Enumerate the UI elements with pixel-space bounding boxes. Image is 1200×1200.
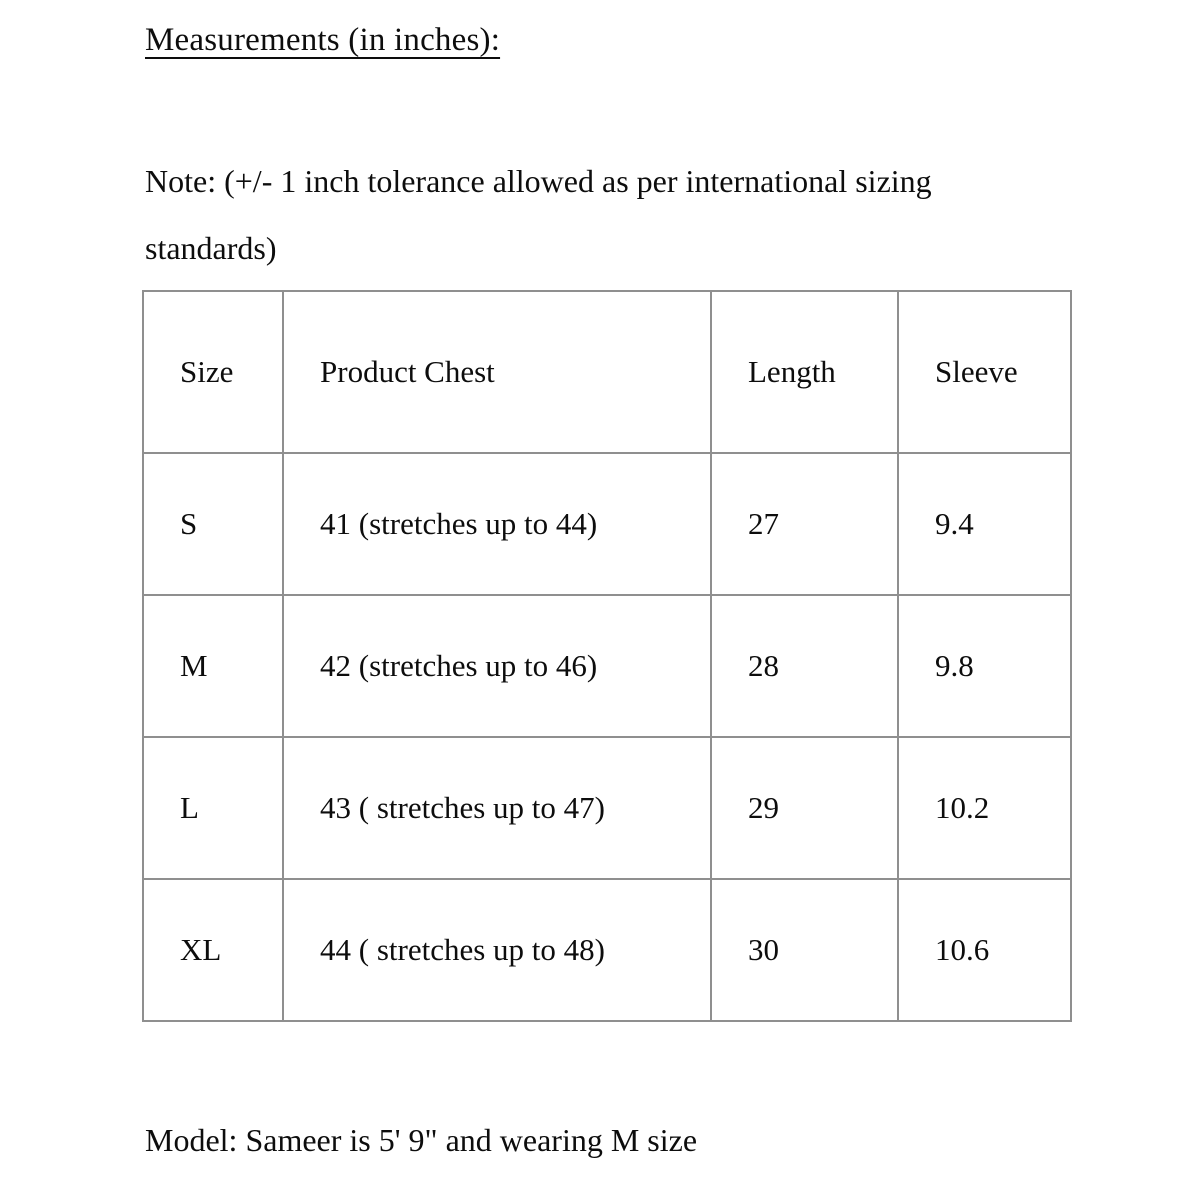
- table-row-l: [143, 737, 1071, 879]
- cell-length: 28: [711, 595, 898, 737]
- cell-product-chest: 43 ( stretches up to 47): [283, 737, 711, 879]
- col-header-length: Length: [711, 291, 898, 453]
- cell-size: XL: [143, 879, 283, 1021]
- measurements-table: [142, 290, 1072, 1022]
- cell-sleeve: 10.2: [898, 737, 1071, 879]
- col-header-size: Size: [143, 291, 283, 453]
- cell-sleeve: 9.4: [898, 453, 1071, 595]
- table-row-xl: [143, 879, 1071, 1021]
- cell-size: S: [143, 453, 283, 595]
- cell-sleeve: 10.6: [898, 879, 1071, 1021]
- cell-size: L: [143, 737, 283, 879]
- cell-length: 30: [711, 879, 898, 1021]
- cell-size: M: [143, 595, 283, 737]
- cell-length: 27: [711, 453, 898, 595]
- cell-product-chest: 42 (stretches up to 46): [283, 595, 711, 737]
- model-size-note: Model: Sameer is 5' 9" and wearing M size: [145, 1122, 698, 1158]
- tolerance-note-line-1: Note: (+/- 1 inch tolerance allowed as per international sizing: [145, 163, 932, 199]
- cell-product-chest: 41 (stretches up to 44): [283, 453, 711, 595]
- table-header-row: [143, 291, 1071, 453]
- cell-sleeve: 9.8: [898, 595, 1071, 737]
- tolerance-note: [145, 148, 1105, 282]
- tolerance-note-line-2: standards): [145, 230, 277, 266]
- col-header-chest: Product Chest: [283, 291, 711, 453]
- cell-length: 29: [711, 737, 898, 879]
- col-header-sleeve: Sleeve: [898, 291, 1071, 453]
- table-row-m: [143, 595, 1071, 737]
- cell-product-chest: 44 ( stretches up to 48): [283, 879, 711, 1021]
- table-row-s: [143, 453, 1071, 595]
- page-title: Measurements (in inches):: [145, 22, 501, 58]
